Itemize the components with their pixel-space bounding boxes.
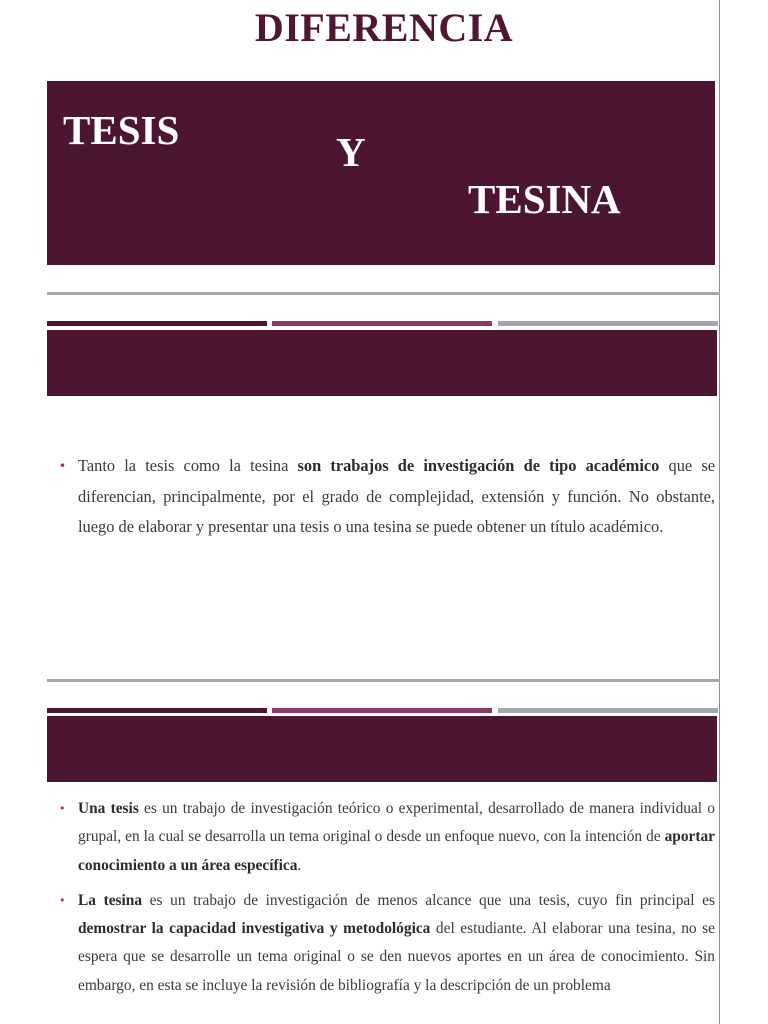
list-item: [59, 795, 715, 880]
bullet-icon: •: [59, 802, 66, 815]
text-span: Tanto la tesis como la tesina: [78, 456, 298, 475]
section-2-divider-gray: [498, 708, 718, 713]
text-span: que se diferencian, principalmente, por el grado de complejidad, extensión y función. No obstante, luego de elaborar y presentar una tesis o una tesina se puede obtener un título académico.: [78, 456, 716, 536]
bold-text: demostrar la capacidad investigativa y metodológica: [78, 920, 431, 938]
list-item: [59, 887, 715, 1000]
bullet-icon: •: [59, 459, 67, 473]
section-1-divider-gray: [498, 321, 718, 326]
title-banner: [47, 81, 715, 265]
section-1-gray-rule: [47, 292, 720, 295]
banner-word-tesina: TESINA: [468, 176, 621, 222]
section-2-text: [59, 795, 715, 1000]
text-span: .: [297, 856, 302, 874]
bold-text: son trabajos de investigación de tipo académico: [297, 456, 660, 475]
section-2-divider-magenta: [272, 708, 492, 713]
section-1-text: [59, 451, 715, 543]
bullet-icon: •: [59, 893, 66, 907]
text-span: es un trabajo de investigación de menos alcance que una tesis, cuyo fin principal es: [142, 891, 715, 909]
section-2-header-bar: [47, 716, 717, 782]
right-edge-rule: [719, 0, 720, 1024]
bold-text: aportar conocimiento a un área específica: [78, 828, 715, 874]
list-item: [59, 451, 715, 543]
section-1-header-bar: [47, 330, 717, 396]
section-1-divider-maroon: [47, 321, 267, 326]
text-span: es un trabajo de investigación teórico o experimental, desarrollado de manera individual o grupal, en la cual se desarrolla un tema original o desde un enfoque nuevo, con la intención de: [78, 800, 715, 846]
page-title: DIFERENCIA: [254, 5, 514, 50]
section-2-divider-maroon: [47, 708, 267, 713]
text-span: del estudiante. Al elaborar una tesina, no se espera que se desarrolle un tema original o se den nuevos aportes en un área de conocimiento. Sin embargo, en esta se incluye la revisión de bibliografía y la descripción de un problema: [78, 920, 715, 994]
banner-word-y: Y: [336, 129, 366, 175]
banner-word-tesis: TESIS: [63, 107, 180, 153]
section-2-gray-rule: [47, 679, 720, 682]
bold-text: La tesina: [78, 891, 143, 909]
section-1-divider-magenta: [272, 321, 492, 326]
bold-text: Una tesis: [78, 800, 139, 817]
